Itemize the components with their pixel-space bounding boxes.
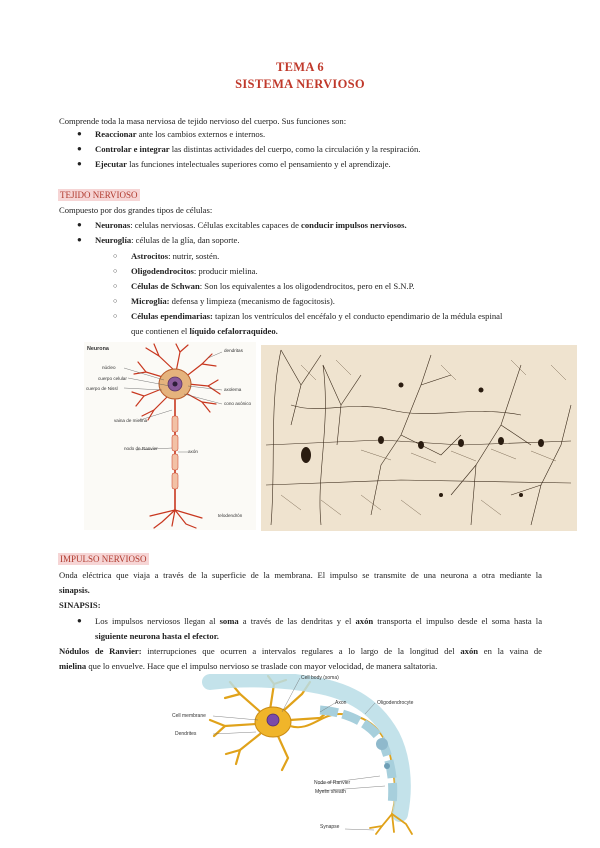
- myelinated-neuron-diagram: [170, 674, 432, 840]
- figure-label: vaina de mielina: [114, 418, 148, 423]
- impulso-text: Onda eléctrica que viaja a través de la superficie de la membrana. El impulso se transmite de una neurona a otra mediante la: [59, 570, 542, 580]
- glia-item: Astrocitos: nutrir, sostén.: [131, 251, 220, 261]
- figure-label: Axon: [335, 700, 347, 706]
- neuroglia-item: Neuroglía: células de la glía, dan soporte.: [95, 235, 240, 245]
- ranvier-text-cont: mielina que lo envuelve. Hace que el impulso nervioso se traslade con mayor velocidad, de manera saltatoria.: [59, 661, 438, 671]
- neuronas-item: Neuronas: celulas nerviosas. Células excitables capaces de conducir impulsos nerviosos.: [95, 220, 407, 230]
- impulso-text-cont: sinapsis.: [59, 585, 90, 595]
- figure-label: axolema: [224, 387, 242, 392]
- bullet-icon: ●: [77, 129, 82, 138]
- figure-label: Node of Ranvier: [314, 780, 351, 786]
- figure-label: Synapse: [320, 824, 340, 830]
- intro-item: Ejecutar las funciones intelectuales superiores como el pensamiento y el aprendizaje.: [95, 159, 391, 169]
- intro-text: Comprende toda la masa nerviosa de tejido nervioso del cuerpo. Sus funciones son:: [59, 116, 347, 126]
- tejido-intro: Compuesto por dos grandes tipos de células:: [59, 205, 213, 215]
- glia-item: Microglía: defensa y limpieza (mecanismo de fagocitosis).: [131, 296, 335, 306]
- circle-bullet-icon: ○: [113, 312, 118, 320]
- figure-label: núcleo: [102, 365, 116, 370]
- section-heading-impulso: IMPULSO NERVIOSO: [60, 554, 147, 564]
- circle-bullet-icon: ○: [113, 297, 118, 305]
- ranvier-text: Nódulos de Ranvier: interrupciones que ocurren a intervalos regulares a lo largo de la longitud del axón en la vaina de: [59, 646, 542, 656]
- figure-label: Oligodendrocyte: [377, 700, 414, 706]
- bullet-icon: ●: [77, 220, 82, 229]
- bullet-icon: ●: [77, 144, 82, 153]
- figure-label: axón: [188, 449, 198, 454]
- figure-label: nodo de Ranvier: [124, 446, 158, 451]
- circle-bullet-icon: ○: [113, 267, 118, 275]
- figure-label: dendritas: [224, 348, 243, 353]
- intro-item: Controlar e integrar las distintas actividades del cuerpo, como la circulación y la respiración.: [95, 144, 421, 154]
- bullet-icon: ●: [77, 235, 82, 244]
- page-title: SISTEMA NERVIOSO: [235, 77, 365, 91]
- sinapsis-item: Los impulsos nerviosos llegan al soma a través de las dendritas y el axón transporta el impulso desde el soma hasta la: [95, 616, 543, 626]
- figure-label: Myelin sheath: [315, 789, 346, 795]
- glia-item: Células de Schwan: Son los equivalentes a los oligodendrocitos, pero en el S.N.P.: [131, 281, 415, 291]
- figure-label: Cell membrane: [172, 713, 206, 719]
- bullet-icon: ●: [77, 159, 82, 168]
- figure-label: Dendrites: [175, 731, 197, 737]
- glia-item: Células ependimarias: tapizan los ventrículos del encéfalo y el conducto ependimario de la médula espinal: [131, 311, 503, 321]
- intro-item: Reaccionar ante los cambios externos e internos.: [95, 129, 266, 139]
- circle-bullet-icon: ○: [113, 282, 118, 290]
- neuron-diagram: [84, 342, 256, 530]
- section-heading-tejido: TEJIDO NERVIOSO: [60, 190, 138, 200]
- figure-title: Neurona: [87, 346, 109, 352]
- figure-label: telodendrón: [218, 513, 243, 518]
- topic-number: TEMA 6: [276, 60, 324, 74]
- glia-item: Oligodendrocitos: producir mielina.: [131, 266, 258, 276]
- figure-label: cuerpo celular: [98, 376, 127, 381]
- glia-item-continuation: que contienen el líquido cefalorraquídeo.: [131, 326, 278, 336]
- sinapsis-item-cont: siguiente neurona hasta el efector.: [95, 631, 219, 641]
- figure-label: Cell body (soma): [301, 675, 339, 681]
- sinapsis-heading: SINAPSIS:: [59, 600, 101, 610]
- figure-label: cuerpo de Nissl: [86, 386, 118, 391]
- figure-label: cono axónico: [224, 401, 252, 406]
- circle-bullet-icon: ○: [113, 252, 118, 260]
- nervous-tissue-illustration: [261, 345, 577, 531]
- bullet-icon: ●: [77, 616, 82, 625]
